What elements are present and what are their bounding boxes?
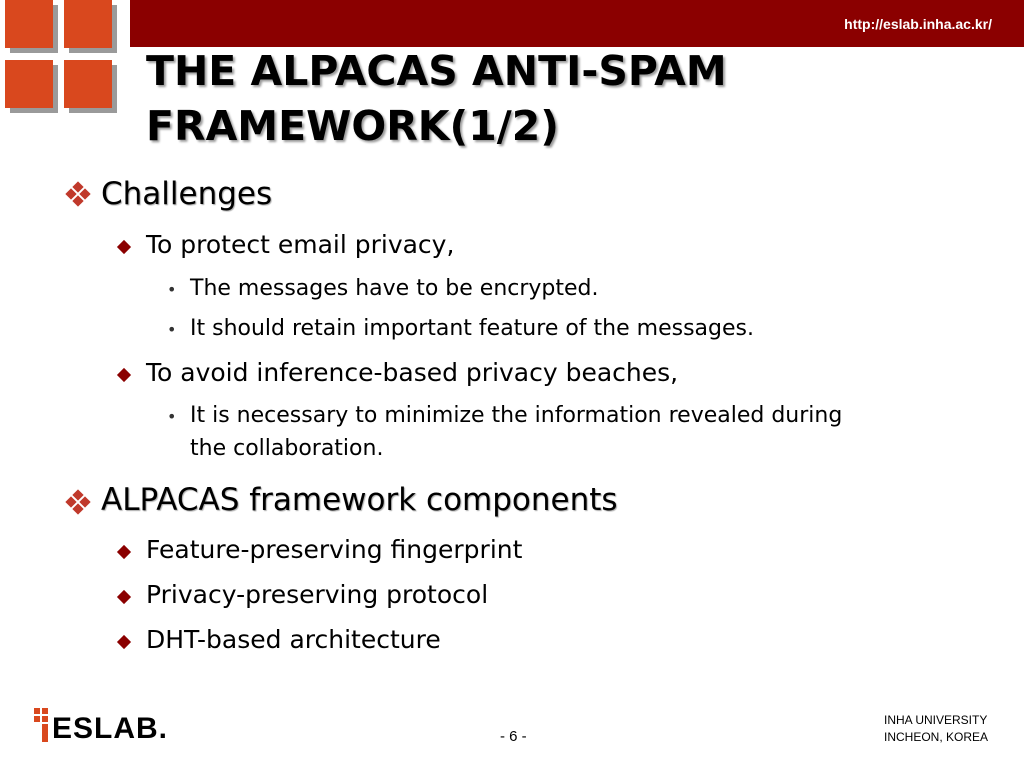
logo-dot-icon (42, 716, 48, 722)
decor-square (64, 60, 112, 108)
page-number: - 6 - (500, 728, 527, 745)
slide-title-line-2: FRAMEWORK(1/2) (146, 102, 560, 150)
diamond-bullet-icon (117, 545, 131, 559)
site-url[interactable]: http://eslab.inha.ac.kr/ (844, 16, 992, 32)
decor-square (5, 0, 53, 48)
diamond-bullet-icon (117, 635, 131, 649)
diamond-bullet-icon (117, 240, 131, 254)
dot-bullet-icon: • (167, 407, 177, 426)
logo-dot-icon (42, 708, 48, 714)
diamond-cluster-icon (66, 182, 92, 208)
list-item: DHT-based architecture (146, 625, 441, 654)
section-heading: Challenges (101, 176, 273, 212)
sub-list-item: It is necessary to minimize the information revealed during (190, 403, 843, 428)
dot-bullet-icon: • (167, 320, 177, 339)
diamond-bullet-icon (117, 368, 131, 382)
university-label (884, 712, 988, 746)
list-item: Privacy-preserving protocol (146, 580, 489, 609)
logo-text: ESLAB. (52, 712, 169, 745)
list-item: Feature-preserving fingerprint (146, 535, 523, 564)
university-name: INHA UNIVERSITY (883, 713, 988, 727)
section-heading: ALPACAS framework components (101, 482, 618, 518)
list-item: To protect email privacy, (146, 230, 455, 259)
sub-list-item: The messages have to be encrypted. (190, 276, 599, 301)
sub-list-item-continuation: the collaboration. (190, 436, 384, 461)
decor-square (5, 60, 53, 108)
logo-dot-icon (42, 724, 48, 742)
slide-title (146, 44, 727, 154)
dot-bullet-icon: • (167, 280, 177, 299)
university-location: INCHEON, KOREA (883, 730, 988, 744)
sub-list-item: It should retain important feature of the messages. (190, 316, 754, 341)
logo-dot-icon (34, 716, 40, 722)
diamond-bullet-icon (117, 590, 131, 604)
diamond-cluster-icon (66, 490, 92, 516)
list-item: To avoid inference-based privacy beaches, (146, 358, 679, 387)
slide-title-line-1: THE ALPACAS ANTI-SPAM (146, 47, 727, 95)
logo-dot-icon (34, 708, 40, 714)
decor-square (64, 0, 112, 48)
